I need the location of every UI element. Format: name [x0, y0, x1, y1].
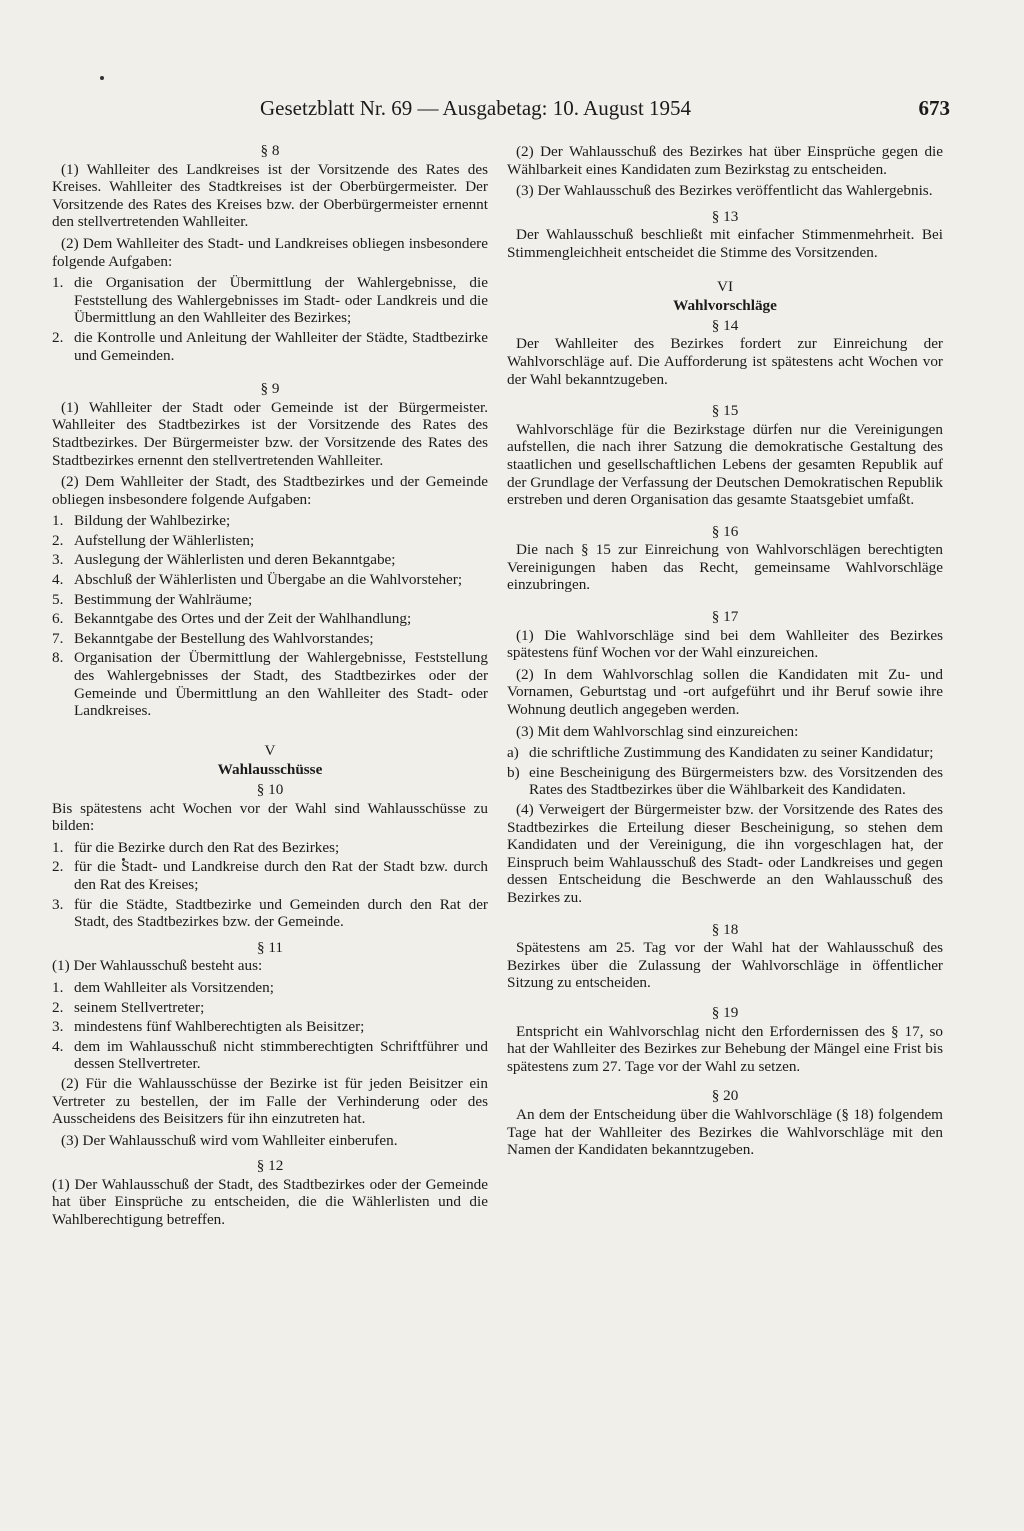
header-title: Gesetzblatt Nr. 69 — Ausgabetag: 10. August 1954: [260, 96, 692, 120]
paragraph: (3) Der Wahlausschuß wird vom Wahlleiter einberufen.: [61, 1131, 398, 1149]
section-heading-18: § 18: [711, 920, 739, 938]
list-number: 1.: [52, 274, 64, 292]
list-number: 3.: [52, 551, 64, 569]
list-item: [52, 979, 488, 997]
list-item: [52, 329, 488, 364]
paragraph: (2) Dem Wahlleiter der Stadt, des Stadtbezirkes und der Gemeinde obliegen insbesondere folgende Aufgaben:: [52, 473, 488, 508]
list-number: a): [507, 744, 519, 762]
list-text: seinem Stellvertreter;: [74, 998, 205, 1016]
list-item: [52, 999, 488, 1017]
section-heading-16: § 16: [711, 522, 739, 540]
chapter-title: Wahlausschüsse: [217, 761, 323, 779]
section-heading-20: § 20: [711, 1087, 739, 1105]
section-heading-15: § 15: [711, 402, 739, 420]
list-item: [52, 532, 488, 550]
list-number: 1.: [52, 838, 64, 856]
list-item: [52, 1038, 488, 1073]
paragraph: Der Wahlleiter des Bezirkes fordert zur Einreichung der Wahlvorschläge auf. Die Aufforderung ist spätestens acht Wochen vor der Wahl bekanntzugeben.: [507, 335, 943, 388]
list-text: mindestens fünf Wahlberechtigten als Beisitzer;: [74, 1018, 365, 1036]
list-text: Organisation der Übermittlung der Wahlergebnisse, Feststellung des Wahlergebnisses der Stadt, des Stadtbezirkes oder der Gemeinde und Übermittlung an den Wahlleiter des Stadt- oder Landkreises.: [74, 649, 488, 720]
list-text: dem Wahlleiter als Vorsitzenden;: [74, 978, 274, 996]
list-item: [507, 764, 943, 799]
section-heading-12: § 12: [256, 1157, 284, 1175]
list-number: 7.: [52, 629, 64, 647]
section-heading-13: § 13: [711, 207, 739, 225]
list-text: Abschluß der Wählerlisten und Übergabe an die Wahlvorsteher;: [74, 571, 463, 589]
list-text: für die Städte, Stadtbezirke und Gemeinden durch den Rat der Stadt, des Stadtbezirkes bzw. der Gemeinde.: [74, 895, 488, 931]
list-text: Aufstellung der Wählerlisten;: [74, 531, 255, 549]
list-item: [52, 274, 488, 327]
paragraph: (3) Mit dem Wahlvorschlag sind einzureichen:: [516, 722, 799, 740]
paragraph: Wahlvorschläge für die Bezirkstage dürfen nur die Vereinigungen aufstellen, die nach ihrer Satzung die demokratische Gestaltung des staatlichen und gesellschaftlichen Lebens der gesamten Republik auf der Grundlage der Verfassung der Deutschen Demokratischen Republik erstreben und deren Organisation das gesamte Staatsgebiet umfaßt.: [507, 420, 943, 509]
section-heading-14: § 14: [711, 316, 739, 334]
list-text: Bestimmung der Wahlräume;: [74, 590, 253, 608]
paragraph: (1) Die Wahlvorschläge sind bei dem Wahlleiter des Bezirkes spätestens fünf Wochen vor der Wahl einzureichen.: [507, 626, 943, 662]
section-heading-17: § 17: [711, 608, 739, 626]
list-item: [52, 630, 488, 648]
section-heading-11: § 11: [256, 938, 283, 956]
right-column: [507, 136, 943, 1163]
paragraph: Bis spätestens acht Wochen vor der Wahl sind Wahlausschüsse zu bilden:: [52, 799, 488, 835]
list-number: 6.: [52, 610, 64, 628]
paragraph: (1) Der Wahlausschuß der Stadt, des Stadtbezirkes oder der Gemeinde hat über Einsprüche zu entscheiden, die die Wählerlisten und die Wahlberechtigung betreffen.: [52, 1175, 488, 1229]
list-text: für die Stadt- und Landkreise durch den Rat der Stadt bzw. durch den Rat des Kreises;: [74, 858, 488, 893]
list-item: [52, 839, 488, 857]
list-text: Bekanntgabe der Bestellung des Wahlvorstandes;: [74, 629, 374, 647]
left-column: [52, 136, 488, 1233]
paragraph: Spätestens am 25. Tag vor der Wahl hat der Wahlausschuß des Bezirkes über die Zulassung der Wahlvorschläge in öffentlicher Sitzung zu entscheiden.: [507, 939, 943, 992]
section-heading-10: § 10: [256, 781, 284, 798]
list-number: 3.: [52, 895, 64, 913]
list-item: [52, 858, 488, 893]
section-heading-9: § 9: [260, 380, 280, 398]
paragraph: An dem der Entscheidung über die Wahlvorschläge (§ 18) folgendem Tage hat der Wahlleiter des Bezirkes die Wahlvorschläge mit den Namen der Kandidaten bekanntzugeben.: [507, 1105, 943, 1159]
paragraph: (3) Der Wahlausschuß des Bezirkes veröffentlicht das Wahlergebnis.: [516, 182, 933, 200]
list-text: die Kontrolle und Anleitung der Wahlleiter der Städte, Stadtbezirke und Gemeinden.: [74, 328, 488, 364]
paragraph: (2) Der Wahlausschuß des Bezirkes hat über Einsprüche gegen die Wählbarkeit eines Kandidaten zum Bezirkstag zu entscheiden.: [507, 143, 943, 178]
list-item: [52, 649, 488, 719]
list-number: 5.: [52, 590, 64, 608]
scan-speck: [100, 76, 104, 80]
list-text: Bildung der Wahlbezirke;: [74, 512, 231, 530]
paragraph: (2) Dem Wahlleiter des Stadt- und Landkreises obliegen insbesondere folgende Aufgaben:: [52, 234, 488, 270]
list-item: [52, 896, 488, 931]
paragraph: Der Wahlausschuß beschließt mit einfacher Stimmenmehrheit. Bei Stimmengleichheit entscheidet die Stimme des Vorsitzenden.: [507, 226, 943, 261]
list-item: [52, 512, 488, 530]
list-item: [507, 744, 943, 762]
list-number: 3.: [52, 1018, 64, 1036]
paragraph: Entspricht ein Wahlvorschlag nicht den Erfordernissen des § 17, so hat der Wahlleiter des Bezirkes zur Behebung der Mängel eine Frist bis spätestens zum 27. Tage vor der Wahl zu setzen.: [507, 1022, 943, 1075]
list-number: b): [507, 763, 520, 781]
list-number: 2.: [52, 858, 64, 876]
list-number: 1.: [52, 978, 64, 996]
list-text: eine Bescheinigung des Bürgermeisters bzw. des Vorsitzenden des Rates des Stadtbezirkes über die Wählbarkeit des Kandidaten.: [529, 763, 943, 799]
list-text: für die Bezirke durch den Rat des Bezirkes;: [74, 838, 340, 856]
list-number: 2.: [52, 328, 64, 346]
section-heading-19: § 19: [711, 1003, 739, 1021]
list-text: dem im Wahlausschuß nicht stimmberechtigten Schriftführer und dessen Stellvertreter.: [74, 1037, 488, 1073]
list-number: 8.: [52, 649, 64, 667]
list-text: Auslegung der Wählerlisten und deren Bekanntgabe;: [74, 551, 396, 569]
list-number: 1.: [52, 512, 64, 530]
paragraph: (1) Wahlleiter der Stadt oder Gemeinde ist der Bürgermeister. Wahlleiter des Stadtbezirkes ist der Vorsitzende des Rates des Stadtbezirkes. Der Bürgermeister bzw. der Vorsitzende des Rates des Stadtbezirkes ernennt den stellvertretenden Wahlleiter.: [52, 398, 488, 469]
list-item: [52, 591, 488, 609]
paragraph: (2) In dem Wahlvorschlag sollen die Kandidaten mit Zu- und Vornamen, Geburtstag und -ort aufgeführt und ihr Beruf sowie ihre Wohnung deutlich angegeben werden.: [507, 665, 943, 719]
paragraph: (2) Für die Wahlausschüsse der Bezirke ist für jeden Beisitzer ein Vertreter zu bestellen, der im Falle der Verhinderung oder des Ausscheidens des Beisitzers für ihn einzutreten hat.: [52, 1074, 488, 1128]
list-number: 2.: [52, 531, 64, 549]
list-number: 2.: [52, 998, 64, 1016]
list-number: 4.: [52, 1037, 64, 1055]
page-header: [250, 96, 950, 128]
list-text: Bekanntgabe des Ortes und der Zeit der Wahlhandlung;: [74, 610, 412, 628]
paragraph: Die nach § 15 zur Einreichung von Wahlvorschlägen berechtigten Vereinigungen haben das Recht, gemeinsame Wahlvorschläge einzubringen.: [507, 541, 943, 594]
list-item: [52, 1018, 488, 1036]
list-text: die schriftliche Zustimmung des Kandidaten zu seiner Kandidatur;: [529, 744, 934, 762]
chapter-numeral: V: [264, 741, 276, 759]
list-item: [52, 610, 488, 628]
paragraph: (4) Verweigert der Bürgermeister bzw. der Vorsitzende des Rates des Stadtbezirkes die Erteilung dieser Bescheinigung, so stehen dem Kandidaten und der Vereinigung, die ihn vorgeschlagen hat, der Einspruch beim Wahlausschuß des Stadt- oder Landkreises und gegen dessen Entscheidung die Beschwerde an den Wahlausschuß des Bezirkes zu.: [507, 801, 943, 906]
paragraph: (1) Wahlleiter des Landkreises ist der Vorsitzende des Rates des Kreises. Wahlleiter des Stadtkreises ist der Oberbürgermeister. Der Vorsitzende des Rates des Kreises bzw. der Oberbürgermeister ernennt den stellvertretenden Wahlleiter.: [52, 160, 488, 231]
list-number: 4.: [52, 571, 64, 589]
list-item: [52, 571, 488, 589]
list-item: [52, 551, 488, 569]
chapter-title: Wahlvorschläge: [673, 297, 777, 315]
chapter-numeral: VI: [716, 277, 734, 295]
paragraph: (1) Der Wahlausschuß besteht aus:: [52, 957, 263, 975]
list-text: die Organisation der Übermittlung der Wahlergebnisse, die Feststellung des Wahlergebnisses im Stadt- oder Landkreis und die Übermittlung an den Wahlleiter des Bezirkes;: [74, 274, 488, 327]
section-heading-8: § 8: [260, 142, 280, 159]
page-number: 673: [918, 96, 950, 120]
